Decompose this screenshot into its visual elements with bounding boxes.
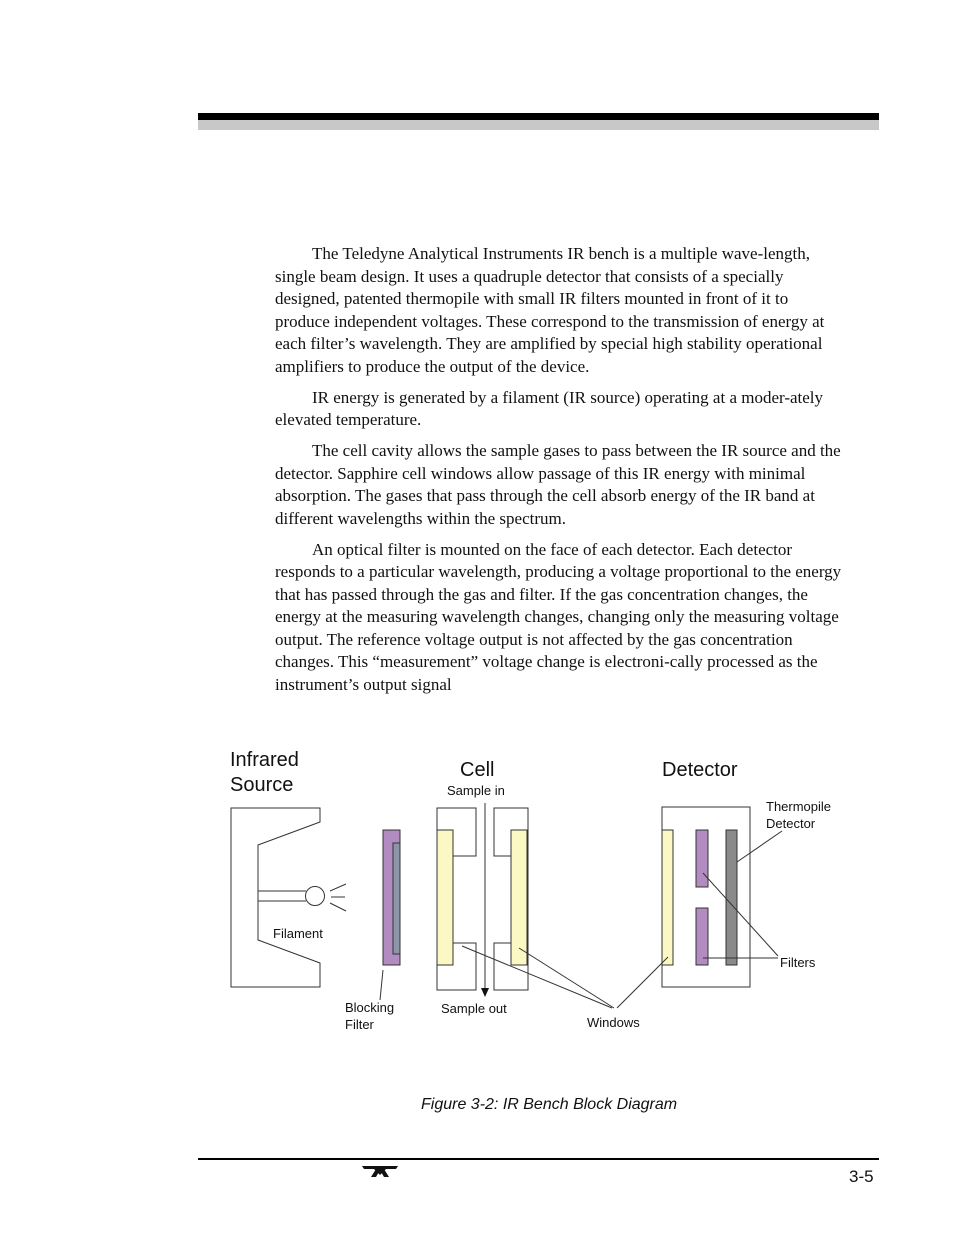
- label-thermopile-detector: Detector: [766, 816, 816, 831]
- blocking-filter-inner: [393, 843, 400, 954]
- label-windows: Windows: [587, 1015, 640, 1030]
- label-infrared: Infrared: [230, 749, 299, 771]
- label-thermopile: Thermopile: [766, 799, 832, 814]
- sample-flow-arrow-icon: [481, 988, 489, 997]
- thermopile-element: [726, 830, 737, 965]
- label-blocking-filter: Filter: [345, 1017, 374, 1032]
- label-cell: Cell: [460, 759, 495, 781]
- page-number: 3-5: [849, 1167, 874, 1186]
- label-detector: Detector: [662, 759, 738, 781]
- light-rays: [330, 884, 346, 911]
- cell-window-left: [437, 830, 453, 965]
- paragraph-2: IR energy is generated by a filament (IR source) operating at a moder-ately elevated temperature.: [275, 387, 824, 429]
- cell-window-right: [511, 830, 527, 965]
- paragraph-1: The Teledyne Analytical Instruments IR bench is a multiple wave-length, single beam design. It uses a quadruple detector that consists of a specially designed, patented thermopile with small IR filters mounted in front of it to produce independent voltages. These correspond to the transmission of energy at each filter’s wavelength. They are amplified by special high stability operational amplifiers to produce the output of the device.: [275, 244, 825, 376]
- teledyne-logo-icon: [362, 1163, 398, 1179]
- paragraph-4: An optical filter is mounted on the face of each detector. Each detector responds to a particular wavelength, producing a voltage proportional to the energy that has passed through the gas and filter. If the gas concentration changes, the energy at the measuring wavelength changes, changing only the measuring voltage output. The reference voltage output is not affected by the gas concentration changes. This “measurement” voltage change is electroni-cally processed as the instrument’s output signal: [275, 539, 842, 694]
- detector-filter-bottom: [696, 908, 708, 965]
- label-filters: Filters: [780, 955, 816, 970]
- label-sample-in: Sample in: [447, 783, 505, 798]
- footer-rule: [198, 1158, 879, 1160]
- label-sample-out: Sample out: [441, 1001, 507, 1016]
- filament-bulb: [306, 887, 325, 906]
- label-filament: Filament: [273, 926, 323, 941]
- paragraph-3: The cell cavity allows the sample gases to pass between the IR source and the detector. Sapphire cell windows allow passage of this IR energy with minimal absorption. The gases that pass through the cell absorb energy of the IR band at different wavelengths within the spectrum.: [275, 441, 841, 528]
- detector-filter-top: [696, 830, 708, 887]
- label-blocking: Blocking: [345, 1000, 395, 1015]
- label-source: Source: [230, 774, 294, 796]
- figure-caption: Figure 3-2: IR Bench Block Diagram: [421, 1096, 678, 1113]
- detector-window: [662, 830, 673, 965]
